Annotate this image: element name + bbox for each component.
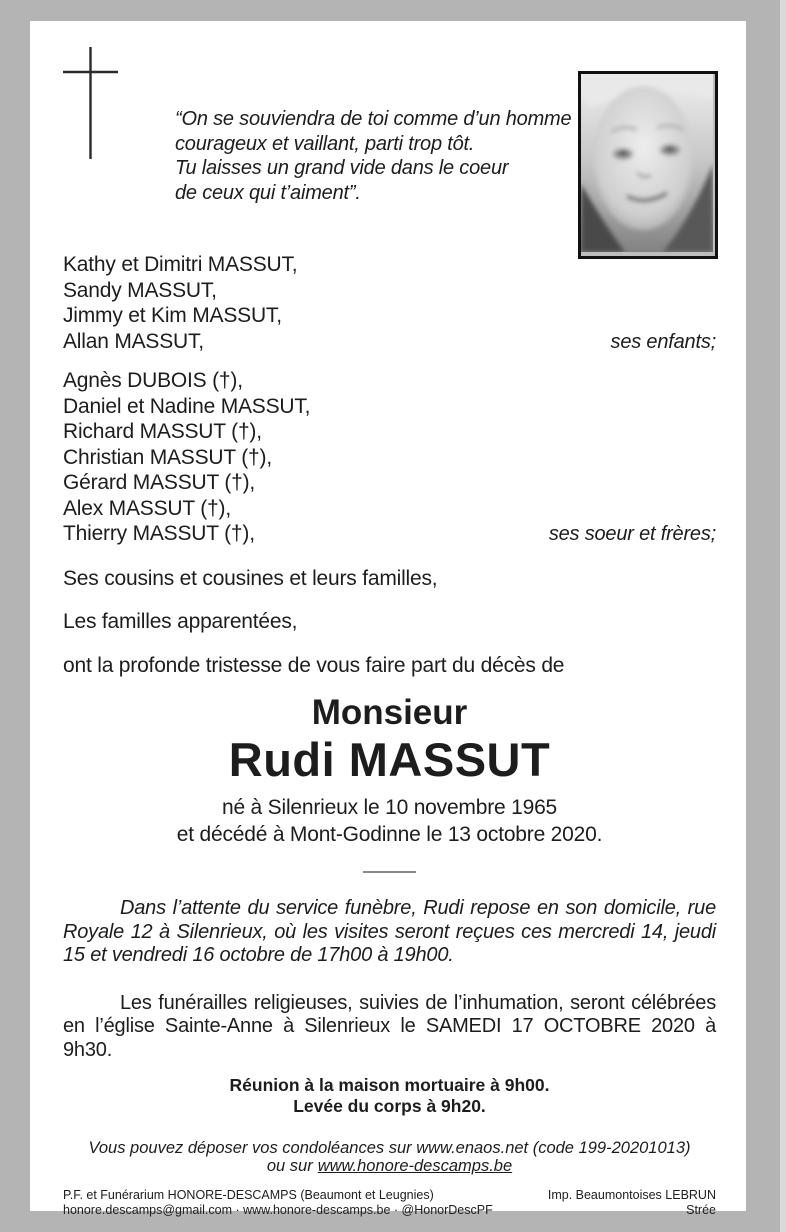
funeral-home-info	[63, 1188, 493, 1217]
visitation-paragraph: Dans l’attente du service funèbre, Rudi repose en son domicile, rue Royale 12 à Silenrieux, où les visites seront reçues ces mercredi 14, jeudi 15 et vendredi 16 octobre de 17h00 à 19h00.	[63, 897, 716, 966]
funeral-paragraph: Les funérailles religieuses, suivies de l’inhumation, seront célébrées en l’église Sainte-Anne à Silenrieux le SAMEDI 17 OCTOBRE 2020 à 9h30.	[63, 991, 716, 1061]
related-families-line: Les familles apparentées,	[63, 610, 298, 633]
schedule-lines	[63, 1075, 716, 1117]
deceased-title: Monsieur	[311, 693, 468, 732]
family-name-line: Christian MASSUT (†),	[63, 445, 272, 469]
footer	[63, 1188, 716, 1217]
condolences-block	[63, 1139, 716, 1175]
family-name-line: Richard MASSUT (†),	[63, 420, 262, 443]
condolences-line: Vous pouvez déposer vos condoléances sur www.enaos.net (code 199-20201013)	[88, 1139, 691, 1157]
quote-line: de ceux qui t’aiment”.	[175, 181, 361, 204]
condolences-url-link[interactable]: www.honore-descamps.be	[317, 1157, 513, 1175]
section-divider	[363, 871, 416, 873]
family-name-line: Alex MASSUT (†),	[63, 496, 231, 520]
quote-line: courageux et vaillant, parti trop tôt.	[175, 132, 475, 155]
family-name-line: Jimmy et Kim MASSUT,	[63, 304, 282, 327]
siblings-relation-label: ses soeur et frères;	[548, 523, 716, 545]
family-name-line: Allan MASSUT,	[63, 329, 204, 353]
siblings-last-row	[63, 521, 716, 548]
scan-edge-strip	[780, 0, 786, 1232]
children-relation-label: ses enfants;	[610, 330, 716, 353]
condolences-line-2	[63, 1157, 716, 1175]
condolences-prefix: ou sur	[266, 1157, 313, 1175]
quote-line: “On se souviendra de toi comme d’un homme	[175, 108, 572, 130]
children-group	[63, 252, 716, 355]
siblings-group	[63, 368, 716, 548]
family-name-line: Daniel et Nadine MASSUT,	[63, 394, 311, 418]
funeral-home-name: P.F. et Funérarium HONORE-DESCAMPS (Beaumont et Leugnies)	[63, 1188, 434, 1202]
quote-line: Tu laisses un grand vide dans le coeur	[175, 157, 509, 179]
printer-name: Imp. Beaumontoises LEBRUN	[547, 1188, 716, 1202]
family-name-line: Kathy et Dimitri MASSUT,	[63, 253, 298, 276]
death-line: et décédé à Mont-Godinne le 13 octobre 2020.	[176, 823, 603, 846]
family-name-line: Gérard MASSUT (†),	[63, 471, 256, 494]
portrait-photo	[578, 71, 718, 259]
birth-line: né à Silenrieux le 10 novembre 1965	[221, 796, 558, 819]
deceased-name: Rudi MASSUT	[228, 733, 551, 786]
children-last-row	[63, 329, 716, 356]
announcement-card	[30, 21, 746, 1217]
family-name-line: Agnès DUBOIS (†),	[63, 369, 243, 392]
family-name-line: Thierry MASSUT (†),	[63, 522, 255, 545]
announcement-line: ont la profonde tristesse de vous faire part du décès de	[63, 653, 565, 677]
family-names	[63, 252, 716, 548]
funeral-home-contacts: honore.descamps@gmail.com · www.honore-descamps.be · @HonorDescPF	[63, 1202, 493, 1217]
cross-icon	[60, 45, 124, 163]
printer-info	[548, 1188, 716, 1217]
birth-death-lines	[63, 794, 716, 848]
portrait-image	[581, 74, 713, 252]
printer-location: Strée	[686, 1202, 716, 1217]
reunion-line: Réunion à la maison mortuaire à 9h00.	[229, 1075, 550, 1095]
cousins-line: Ses cousins et cousines et leurs familles,	[63, 566, 438, 590]
levee-line: Levée du corps à 9h20.	[293, 1096, 486, 1116]
family-name-line: Sandy MASSUT,	[63, 278, 217, 302]
